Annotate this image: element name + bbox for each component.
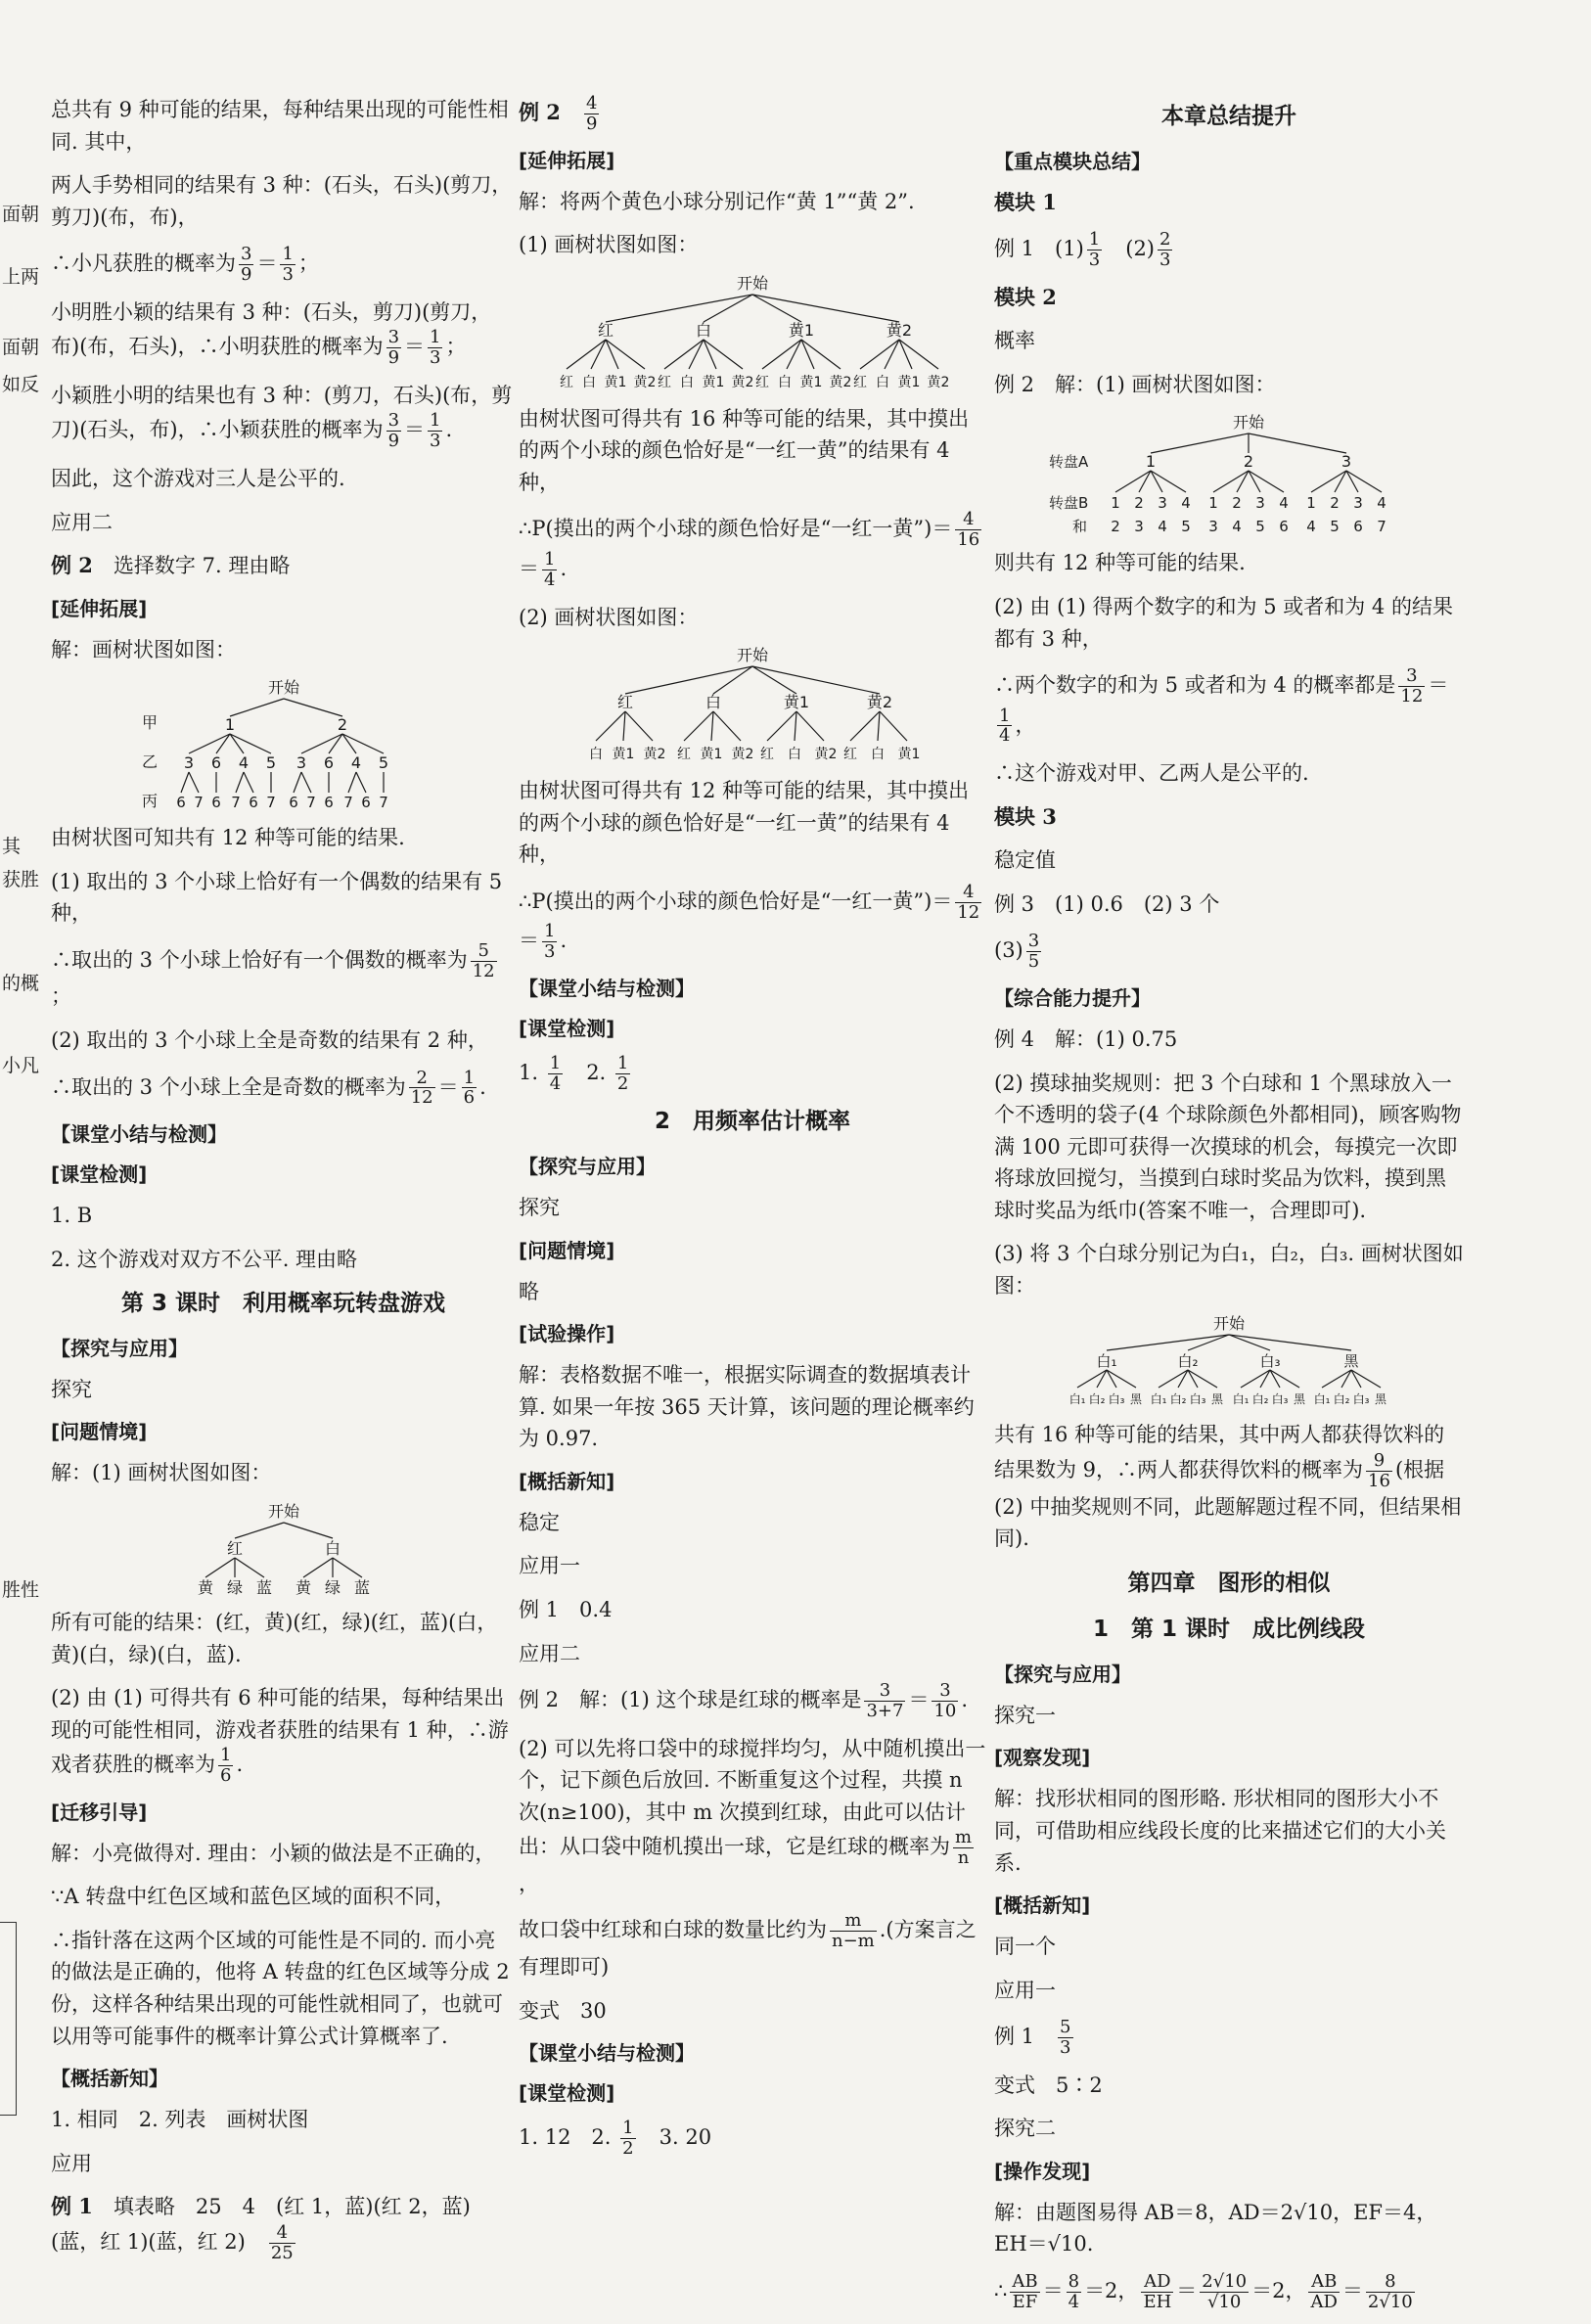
tree-node: 红 — [755, 374, 769, 390]
tree-node: 黑 — [1374, 1392, 1387, 1407]
tree-node: 白₃ — [1271, 1392, 1289, 1407]
fraction: $\frac{3}{9}$ — [387, 327, 400, 369]
tree-diagram-4 — [576, 645, 929, 767]
equation-line: ∴P(摸出的两个小球的颜色恰好是“一红一黄”)＝ $\frac{4}{12}$ ＝ $\frac{1}{3}$ . — [519, 881, 980, 963]
tree-node: 1 — [1111, 494, 1120, 513]
equation-line: (2) 可以先将口袋中的球搅拌均匀，从中随机摸出一个，记下颜色后放回. 不断重复这个过程，共摸 n 次(n≥100)，其中 m 次摸到红球，由此可以估计出：从口袋中随机摸出一球，它是红球的概率为 $\frac{m}{n}$ ， — [519, 1736, 986, 1895]
equation-line: 小颖胜小明的结果也有 3 种：(剪刀，石头)(布，剪刀)(石头，布)，∴小颖获胜的概率为 $\frac{3}{9}$ ＝ $\frac{1}{3}$ . — [51, 383, 513, 452]
tree-node: 黄1 — [897, 747, 921, 763]
fraction: $\frac{3}{5}$ — [1027, 931, 1040, 973]
tree-node: 黄2 — [886, 320, 913, 340]
fraction: $\frac{m}{n-m}$ — [832, 1910, 875, 1952]
tree-node: 7 — [378, 794, 388, 812]
fraction: $\frac{1}{4}$ — [549, 1052, 562, 1094]
tree-node: 黄 — [295, 1578, 311, 1597]
tree-node: 白₂ — [1169, 1392, 1187, 1407]
tree-node: 2 — [1243, 452, 1254, 472]
subheading: 应用一 — [519, 1554, 580, 1578]
tree-node: 黑 — [1129, 1392, 1143, 1407]
tree-sum: 7 — [1377, 518, 1386, 536]
tree-node: 7 — [193, 794, 204, 812]
example-line: 例 1 填表略 25 4 (红 1，蓝)(红 2，蓝)(蓝，红 1)(蓝，红 2) $\frac{4}{25}$ — [51, 2194, 471, 2263]
tree-root: 开始 — [267, 678, 299, 698]
fraction: $\frac{1}{3}$ — [282, 244, 294, 285]
module-label: 模块 2 — [994, 284, 1057, 309]
subheading: 应用一 — [994, 1978, 1056, 2002]
tree-node: 白 — [871, 747, 885, 763]
paragraph: (2) 取出的 3 个小球上全是奇数的结果有 2 种， — [51, 1028, 488, 1053]
paragraph: 则共有 12 种等可能的结果. — [994, 551, 1246, 575]
edge-fragment: 面朝 — [2, 204, 40, 225]
answer-line: 1. $\frac{1}{4}$ 2. $\frac{1}{2}$ — [519, 1052, 629, 1094]
paragraph: ∵A 转盘中红色区域和蓝色区域的面积不同， — [51, 1885, 456, 1909]
bracket-label: [概括新知] — [994, 1893, 1091, 1918]
tree-sum: 5 — [1330, 518, 1340, 536]
tree-node: 白₂ — [1333, 1392, 1350, 1407]
fraction: $\frac{AB}{AD}$ — [1310, 2270, 1338, 2312]
paragraph: 概率 — [994, 329, 1035, 353]
paragraph: 同一个 — [994, 1935, 1056, 1959]
tree-node: 4 — [238, 753, 249, 773]
section-label: 【探究与应用】 — [519, 1155, 656, 1179]
equation-line: ∴两个数字的和为 5 或者和为 4 的概率都是 $\frac{3}{12}$ ＝ $\frac{1}{4}$ ， — [994, 665, 1449, 747]
left-page-edge — [0, 0, 40, 2257]
tree-node: 白 — [680, 374, 694, 390]
answer-line: 1. B — [51, 1204, 93, 1228]
tree-node: 黑 — [1210, 1392, 1224, 1407]
tree-sum: 2 — [1111, 518, 1120, 536]
edge-fragment: 小凡 — [2, 1055, 40, 1076]
tree-node: 白₃ — [1189, 1392, 1206, 1407]
tree-node: 7 — [230, 794, 241, 812]
section-label: 【概括新知】 — [51, 2067, 168, 2091]
tree-node: 7 — [265, 794, 276, 812]
tree-node: 7 — [342, 794, 353, 812]
tree-node: 白₁ — [1150, 1392, 1167, 1407]
tree-row-label: 丙 — [141, 792, 158, 811]
fraction: $\frac{5}{3}$ — [1060, 2017, 1071, 2058]
fraction: $\frac{1}{6}$ — [463, 1067, 476, 1109]
paragraph: ∴指针落在这两个区域的可能性是不同的. 而小亮的做法是正确的，他将 A 转盘的红色区域等分成 2 份，这样各种结果出现的可能性就相同了，也就可以用等可能事件的概率计算公式计算概率了. — [51, 1928, 510, 2048]
paragraph: 两人手势相同的结果有 3 种：(石头，石头)(剪刀，剪刀)(布，布)， — [51, 173, 513, 229]
paragraph: 略 — [519, 1279, 539, 1303]
tree-node: 白₃ — [1108, 1392, 1125, 1407]
fraction: $\frac{5}{12}$ — [472, 939, 495, 981]
tree-node: 3 — [1353, 494, 1363, 513]
fraction: $\frac{1}{3}$ — [430, 327, 441, 369]
tree-node: 红 — [760, 747, 774, 763]
example-line: 例 1 (1) $\frac{1}{3}$ (2) $\frac{2}{3}$ — [994, 229, 1171, 270]
bracket-label: [课堂检测] — [51, 1162, 148, 1187]
tree-node: 3 — [1255, 494, 1265, 513]
example-line: 例 4 解：(1) 0.75 — [994, 1027, 1178, 1052]
tree-node: 6 — [323, 794, 334, 812]
subheading: 应用二 — [51, 510, 113, 534]
tree-node: 红 — [658, 374, 671, 390]
tree-sum: 4 — [1232, 518, 1242, 536]
paragraph: (1) 画树状图如图： — [519, 233, 699, 257]
answer-line: 1. 相同 2. 列表 画树状图 — [51, 2108, 309, 2132]
edge-fragment: 的概 — [2, 973, 40, 994]
chapter-summary-title: 本章总结提升 — [1161, 104, 1296, 129]
tree-node: 6 — [360, 794, 371, 812]
tree-node: 白₂ — [1088, 1392, 1106, 1407]
edge-fragment: 如反 — [2, 374, 40, 395]
tree-sum: 5 — [1255, 518, 1265, 536]
tree-node: 黄1 — [783, 693, 810, 712]
tree-root: 开始 — [736, 646, 769, 665]
edge-fragment: 获胜 — [2, 869, 40, 890]
equation-line: (2) 由 (1) 可得共有 6 种可能的结果，每种结果出现的可能性相同，游戏者获胜的结果有 1 种，∴游戏者获胜的概率为 $\frac{1}{6}$ . — [51, 1686, 509, 1786]
lesson-heading: 第 3 课时 利用概率玩转盘游戏 — [120, 1291, 446, 1317]
tree-node: 黄1 — [897, 374, 921, 390]
bracket-label: [延伸拓展] — [519, 148, 615, 172]
tree-sum: 6 — [1279, 518, 1289, 536]
tree-node: 2 — [337, 715, 347, 735]
tree-sum: 4 — [1306, 518, 1316, 536]
tree-node: 1 — [224, 715, 235, 735]
tree-node: 红 — [597, 320, 614, 340]
tree-node: 绿 — [226, 1578, 243, 1597]
tree-node: 白 — [324, 1539, 341, 1558]
paragraph: 解：(1) 画树状图如图： — [51, 1461, 272, 1485]
fraction: $\frac{1}{4}$ — [999, 705, 1011, 747]
bracket-label: [观察发现] — [994, 1746, 1091, 1770]
bracket-label: [试验操作] — [519, 1322, 615, 1346]
section-label: 【课堂小结与检测】 — [519, 2041, 695, 2066]
tree-node: 白₁ — [1096, 1352, 1117, 1371]
tree-node: 黑 — [1343, 1352, 1359, 1371]
subheading: 探究 — [519, 1196, 560, 1220]
tree-node: 6 — [210, 794, 221, 812]
fraction: $\frac{4}{25}$ — [270, 2221, 294, 2263]
tree-root: 开始 — [736, 273, 769, 293]
tree-diagram-5 — [1043, 412, 1415, 539]
tree-root: 开始 — [267, 1502, 299, 1521]
answer-line: 2. 这个游戏对双方不公平. 理由略 — [51, 1247, 358, 1271]
answer-line: 1. 12 2. $\frac{1}{2}$ 3. 20 — [519, 2118, 712, 2159]
tree-node: 白₃ — [1259, 1352, 1281, 1371]
tree-sum: 3 — [1134, 518, 1144, 536]
example-line: 例 1 0.4 — [519, 1597, 613, 1621]
bracket-label: [课堂检测] — [519, 1016, 615, 1040]
tree-row-label: 转盘B — [1049, 494, 1089, 513]
tree-node: 3 — [183, 753, 194, 773]
tree-row-label: 甲 — [141, 713, 158, 733]
tree-diagram-1 — [122, 677, 445, 814]
fraction: $\frac{m}{n}$ — [955, 1827, 973, 1869]
tree-sum: 5 — [1181, 518, 1191, 536]
tree-node: 白 — [705, 693, 722, 712]
tree-node: 黄2 — [731, 374, 754, 390]
tree-row-label: 和 — [1072, 518, 1088, 536]
tree-node: 红 — [677, 747, 691, 763]
tree-node: 白 — [876, 374, 889, 390]
tree-node: 黄1 — [702, 374, 725, 390]
fraction: $\frac{AB}{EF}$ — [1012, 2270, 1038, 2312]
paragraph: 稳定值 — [994, 848, 1056, 873]
fraction: $\frac{8}{2√10}$ — [1367, 2270, 1413, 2312]
module-label: 模块 1 — [994, 189, 1057, 214]
tree-node: 蓝 — [255, 1578, 272, 1597]
tree-node: 黄2 — [866, 693, 893, 712]
tree-node: 6 — [288, 794, 298, 812]
paragraph: (1) 取出的 3 个小球上恰好有一个偶数的结果有 5 种， — [51, 869, 503, 926]
tree-node: 4 — [1279, 494, 1289, 513]
lesson-heading: 1 第 1 课时 成比例线段 — [1092, 1617, 1366, 1643]
tree-node: 黄2 — [829, 374, 852, 390]
tree-node: 2 — [1232, 494, 1242, 513]
tree-node: 1 — [1306, 494, 1316, 513]
paragraph: ∴这个游戏对甲、乙两人是公平的. — [994, 761, 1309, 786]
edge-fragment: 其 — [2, 836, 22, 857]
tree-root: 开始 — [1232, 413, 1265, 433]
fraction: $\frac{1}{2}$ — [616, 1052, 629, 1094]
tree-node: 蓝 — [353, 1578, 370, 1597]
tree-sum: 6 — [1353, 518, 1363, 536]
tree-diagram-3 — [547, 273, 958, 395]
bracket-label: [延伸拓展] — [51, 596, 148, 620]
fraction: $\frac{3}{3+7}$ — [866, 1680, 904, 1721]
equation-line: ∴小凡获胜的概率为 $\frac{3}{9}$ ＝ $\frac{1}{3}$ ； — [51, 244, 319, 285]
paragraph: 解：由题图易得 AB＝8，AD＝2√10，EF＝4，EH＝√10. — [994, 2200, 1437, 2256]
tree-sum: 4 — [1158, 518, 1167, 536]
tree-node: 白 — [778, 374, 792, 390]
tree-node: 6 — [210, 753, 221, 773]
column-1 — [51, 94, 516, 2274]
tree-node: 黄2 — [633, 374, 657, 390]
bracket-label: [问题情境] — [51, 1420, 148, 1444]
paragraph: 由树状图可得共有 16 种等可能的结果，其中摸出的两个小球的颜色恰好是“一红一黄”的结果有 4 种， — [519, 406, 970, 494]
example-line: 例 2 解：(1) 画树状图如图： — [994, 372, 1276, 396]
tree-node: 白₂ — [1177, 1352, 1199, 1371]
equation-line: 故口袋中红球和白球的数量比约为 $\frac{m}{n-m}$ .(方案言之有理即可) — [519, 1910, 977, 1980]
fraction: $\frac{3}{10}$ — [933, 1680, 957, 1721]
paragraph: (2) 由 (1) 得两个数字的和为 5 或者和为 4 的结果都有 3 种， — [994, 594, 1453, 651]
paragraph: 稳定 — [519, 1510, 560, 1534]
section-label: 【探究与应用】 — [51, 1336, 188, 1360]
section-label: 【重点模块总结】 — [994, 149, 1151, 173]
tree-node: 黑 — [1293, 1392, 1306, 1407]
tree-node: 白₁ — [1232, 1392, 1250, 1407]
equation-line: ∴取出的 3 个小球上全是奇数的概率为 $\frac{2}{12}$ ＝ $\frac{1}{6}$ . — [51, 1067, 486, 1109]
edge-fragment: 胜性 — [2, 1579, 40, 1601]
edge-fragment: 上两 — [2, 266, 40, 288]
subheading: 探究 — [51, 1377, 92, 1401]
example-line: 例 3 (1) 0.6 (2) 3 个 — [994, 891, 1220, 916]
fraction: $\frac{AD}{EH}$ — [1143, 2270, 1172, 2312]
paragraph: 解：表格数据不唯一，根据实际调查的数据填表计算. 如果一年按 365 天计算，该问题的理论概率约为 0.97. — [519, 1363, 975, 1451]
tree-node: 红 — [560, 374, 573, 390]
bracket-label: [迁移引导] — [51, 1800, 148, 1824]
paragraph: 解：将两个黄色小球分别记作“黄 1”“黄 2”. — [519, 189, 915, 213]
fraction: $\frac{2√10}{√10}$ — [1202, 2270, 1248, 2312]
subheading: 探究一 — [994, 1703, 1056, 1727]
module-label: 模块 3 — [994, 803, 1057, 829]
fraction: $\frac{3}{12}$ — [1400, 665, 1424, 706]
section-label: 【综合能力提升】 — [994, 986, 1151, 1011]
fraction: $\frac{2}{12}$ — [410, 1067, 433, 1109]
tree-node: 白₃ — [1352, 1392, 1370, 1407]
tree-row-label: 乙 — [141, 752, 158, 772]
tree-node: 7 — [305, 794, 316, 812]
fraction: $\frac{3}{9}$ — [387, 410, 400, 452]
paragraph: 所有可能的结果：(红，黄)(红，绿)(红，蓝)(白，黄)(白，绿)(白，蓝). — [51, 1611, 498, 1666]
tree-node: 白₂ — [1251, 1392, 1269, 1407]
fraction: $\frac{1}{2}$ — [622, 2118, 634, 2159]
edge-fragment: 面朝 — [2, 337, 40, 358]
tree-node: 1 — [1208, 494, 1218, 513]
example-line: (3) $\frac{3}{5}$ — [994, 931, 1040, 973]
tree-node: 3 — [1158, 494, 1167, 513]
tree-node: 红 — [853, 374, 867, 390]
tree-node: 6 — [323, 753, 334, 773]
section-label: 【课堂小结与检测】 — [51, 1122, 227, 1147]
bracket-label: [课堂检测] — [519, 2081, 615, 2106]
tree-node: 白₁ — [1068, 1392, 1086, 1407]
tree-node: 2 — [1330, 494, 1340, 513]
tree-row-label: 转盘A — [1049, 453, 1089, 472]
subheading: 探究二 — [994, 2117, 1056, 2141]
fraction: $\frac{4}{16}$ — [957, 509, 980, 551]
fraction: $\frac{4}{9}$ — [585, 93, 598, 134]
fraction: $\frac{4}{12}$ — [957, 881, 980, 923]
tree-diagram-2 — [176, 1501, 391, 1599]
tree-node: 黄1 — [700, 747, 723, 763]
tree-node: 黄1 — [788, 320, 815, 340]
tree-node: 6 — [175, 794, 186, 812]
tree-node: 4 — [1181, 494, 1191, 513]
equation-line: ∴ $\frac{AB}{EF}$ ＝ $\frac{8}{4}$ ＝2， $\frac{AD}{EH}$ ＝ $\frac{2√10}{√10}$ ＝2， $\frac{AB}{AD}$ ＝ $\frac{8}{2√10}$ — [994, 2270, 1413, 2312]
example-line: 变式 30 — [519, 1998, 607, 2023]
tree-node: 黄2 — [643, 747, 666, 763]
tree-node: 6 — [248, 794, 258, 812]
example-line: 例 2 $\frac{4}{9}$ — [519, 93, 598, 134]
tree-node: 黄1 — [612, 747, 635, 763]
subheading: 应用二 — [519, 1641, 580, 1665]
tree-node: 绿 — [324, 1578, 341, 1597]
tree-node: 红 — [226, 1539, 243, 1558]
tree-diagram-6 — [1063, 1313, 1395, 1411]
paragraph: 总共有 9 种可能的结果，每种结果出现的可能性相同. 其中， — [51, 98, 509, 154]
example-line: 变式 5∶2 — [994, 2073, 1103, 2097]
paragraph: 解：小亮做得对. 理由：小颖的做法是不正确的， — [51, 1841, 496, 1865]
paragraph: (2) 画树状图如图： — [519, 605, 699, 629]
section-heading: 2 用频率估计概率 — [654, 1109, 850, 1135]
tree-node: 红 — [616, 693, 634, 712]
fraction: $\frac{3}{9}$ — [241, 244, 252, 285]
fraction: $\frac{1}{4}$ — [544, 548, 556, 590]
tree-node: 5 — [265, 753, 276, 773]
example-line: 例 1 $\frac{5}{3}$ — [994, 2017, 1071, 2058]
paragraph: 由树状图可得共有 12 种等可能的结果，其中摸出的两个小球的颜色恰好是“一红一黄”的结果有 4 种， — [519, 779, 970, 867]
tree-node: 黄 — [197, 1578, 213, 1597]
tree-node: 1 — [1145, 452, 1157, 472]
tree-node: 白₁ — [1313, 1392, 1331, 1407]
paragraph: 由树状图可知共有 12 种等可能的结果. — [51, 826, 405, 850]
tree-node: 3 — [1341, 452, 1352, 472]
tree-root: 开始 — [1212, 1314, 1246, 1334]
paragraph: 解：找形状相同的图形略. 形状相同的图形大小不同，可借助相应线段长度的比来描述它们的大小关系. — [994, 1787, 1446, 1875]
tree-sum: 3 — [1208, 518, 1218, 536]
paragraph: (3) 将 3 个白球分别记为白₁，白₂，白₃. 画树状图如图： — [994, 1242, 1464, 1298]
equation-line: 例 2 解：(1) 这个球是红球的概率是 $\frac{3}{3+7}$ ＝ $\frac{3}{10}$ . — [519, 1680, 969, 1721]
subheading: 应用 — [51, 2151, 92, 2175]
equation-line: 共有 16 种等可能的结果，其中两人都获得饮料的结果数为 9，∴两人都获得饮料的概率为 $\frac{9}{16}$ (根据 (2) 中抽奖规则不同，此题解题过程不同，但结果相同). — [994, 1423, 1462, 1551]
fraction: $\frac{1}{6}$ — [220, 1745, 232, 1786]
paragraph: (2) 摸球抽奖规则：把 3 个白球和 1 个黑球放入一个不透明的袋子(4 个球除颜色外都相同)，顾客购物满 100 元即可获得一次摸球的机会，每摸完一次即将球放回搅匀，当摸到白球时奖品为饮料，摸到黑球时奖品为纸巾(答案不唯一，合理即可). — [994, 1071, 1462, 1222]
tree-node: 白 — [582, 374, 596, 390]
column-2 — [519, 94, 986, 2170]
tree-node: 黄1 — [799, 374, 823, 390]
tree-node: 白 — [695, 320, 712, 340]
tree-node: 2 — [1134, 494, 1144, 513]
tree-node: 黄2 — [927, 374, 950, 390]
bracket-label: [操作发现] — [994, 2159, 1091, 2183]
fraction: $\frac{2}{3}$ — [1159, 229, 1171, 270]
bracket-label: [概括新知] — [519, 1469, 615, 1493]
tree-node: 5 — [378, 753, 388, 773]
example-line: 例 2 选择数字 7. 理由略 — [51, 553, 291, 578]
equation-line: ∴P(摸出的两个小球的颜色恰好是“一红一黄”)＝ $\frac{4}{16}$ ＝ $\frac{1}{4}$ . — [519, 509, 980, 590]
fraction: $\frac{1}{3}$ — [430, 410, 441, 452]
edge-table-fragment — [0, 1922, 17, 2116]
tree-node: 黄1 — [604, 374, 627, 390]
equation-line: 小明胜小颖的结果有 3 种：(石头，剪刀)(剪刀，布)(布，石头)，∴小明获胜的概率为 $\frac{3}{9}$ ＝ $\frac{1}{3}$ ； — [51, 299, 492, 369]
fraction: $\frac{9}{16}$ — [1368, 1449, 1390, 1491]
tree-node: 白 — [589, 747, 603, 763]
chapter-heading: 第四章 图形的相似 — [1127, 1570, 1331, 1596]
tree-node: 红 — [843, 747, 857, 763]
section-label: 【课堂小结与检测】 — [519, 976, 695, 1000]
tree-node: 白 — [788, 747, 801, 763]
tree-node: 3 — [295, 753, 306, 773]
section-label: 【探究与应用】 — [994, 1662, 1131, 1686]
fraction: $\frac{8}{4}$ — [1068, 2270, 1080, 2312]
fraction: $\frac{1}{3}$ — [1088, 229, 1101, 270]
column-3 — [994, 94, 1464, 2324]
paragraph: 解：画树状图如图： — [51, 637, 236, 661]
paragraph: 因此，这个游戏对三人是公平的. — [51, 467, 345, 491]
fraction: $\frac{1}{3}$ — [544, 921, 556, 963]
tree-node: 黄2 — [731, 747, 754, 763]
bracket-label: [问题情境] — [519, 1238, 615, 1262]
tree-node: 黄2 — [814, 747, 838, 763]
equation-line: ∴取出的 3 个小球上恰好有一个偶数的概率为 $\frac{5}{12}$ ； — [51, 939, 495, 1009]
tree-node: 4 — [1377, 494, 1386, 513]
tree-node: 4 — [350, 753, 361, 773]
